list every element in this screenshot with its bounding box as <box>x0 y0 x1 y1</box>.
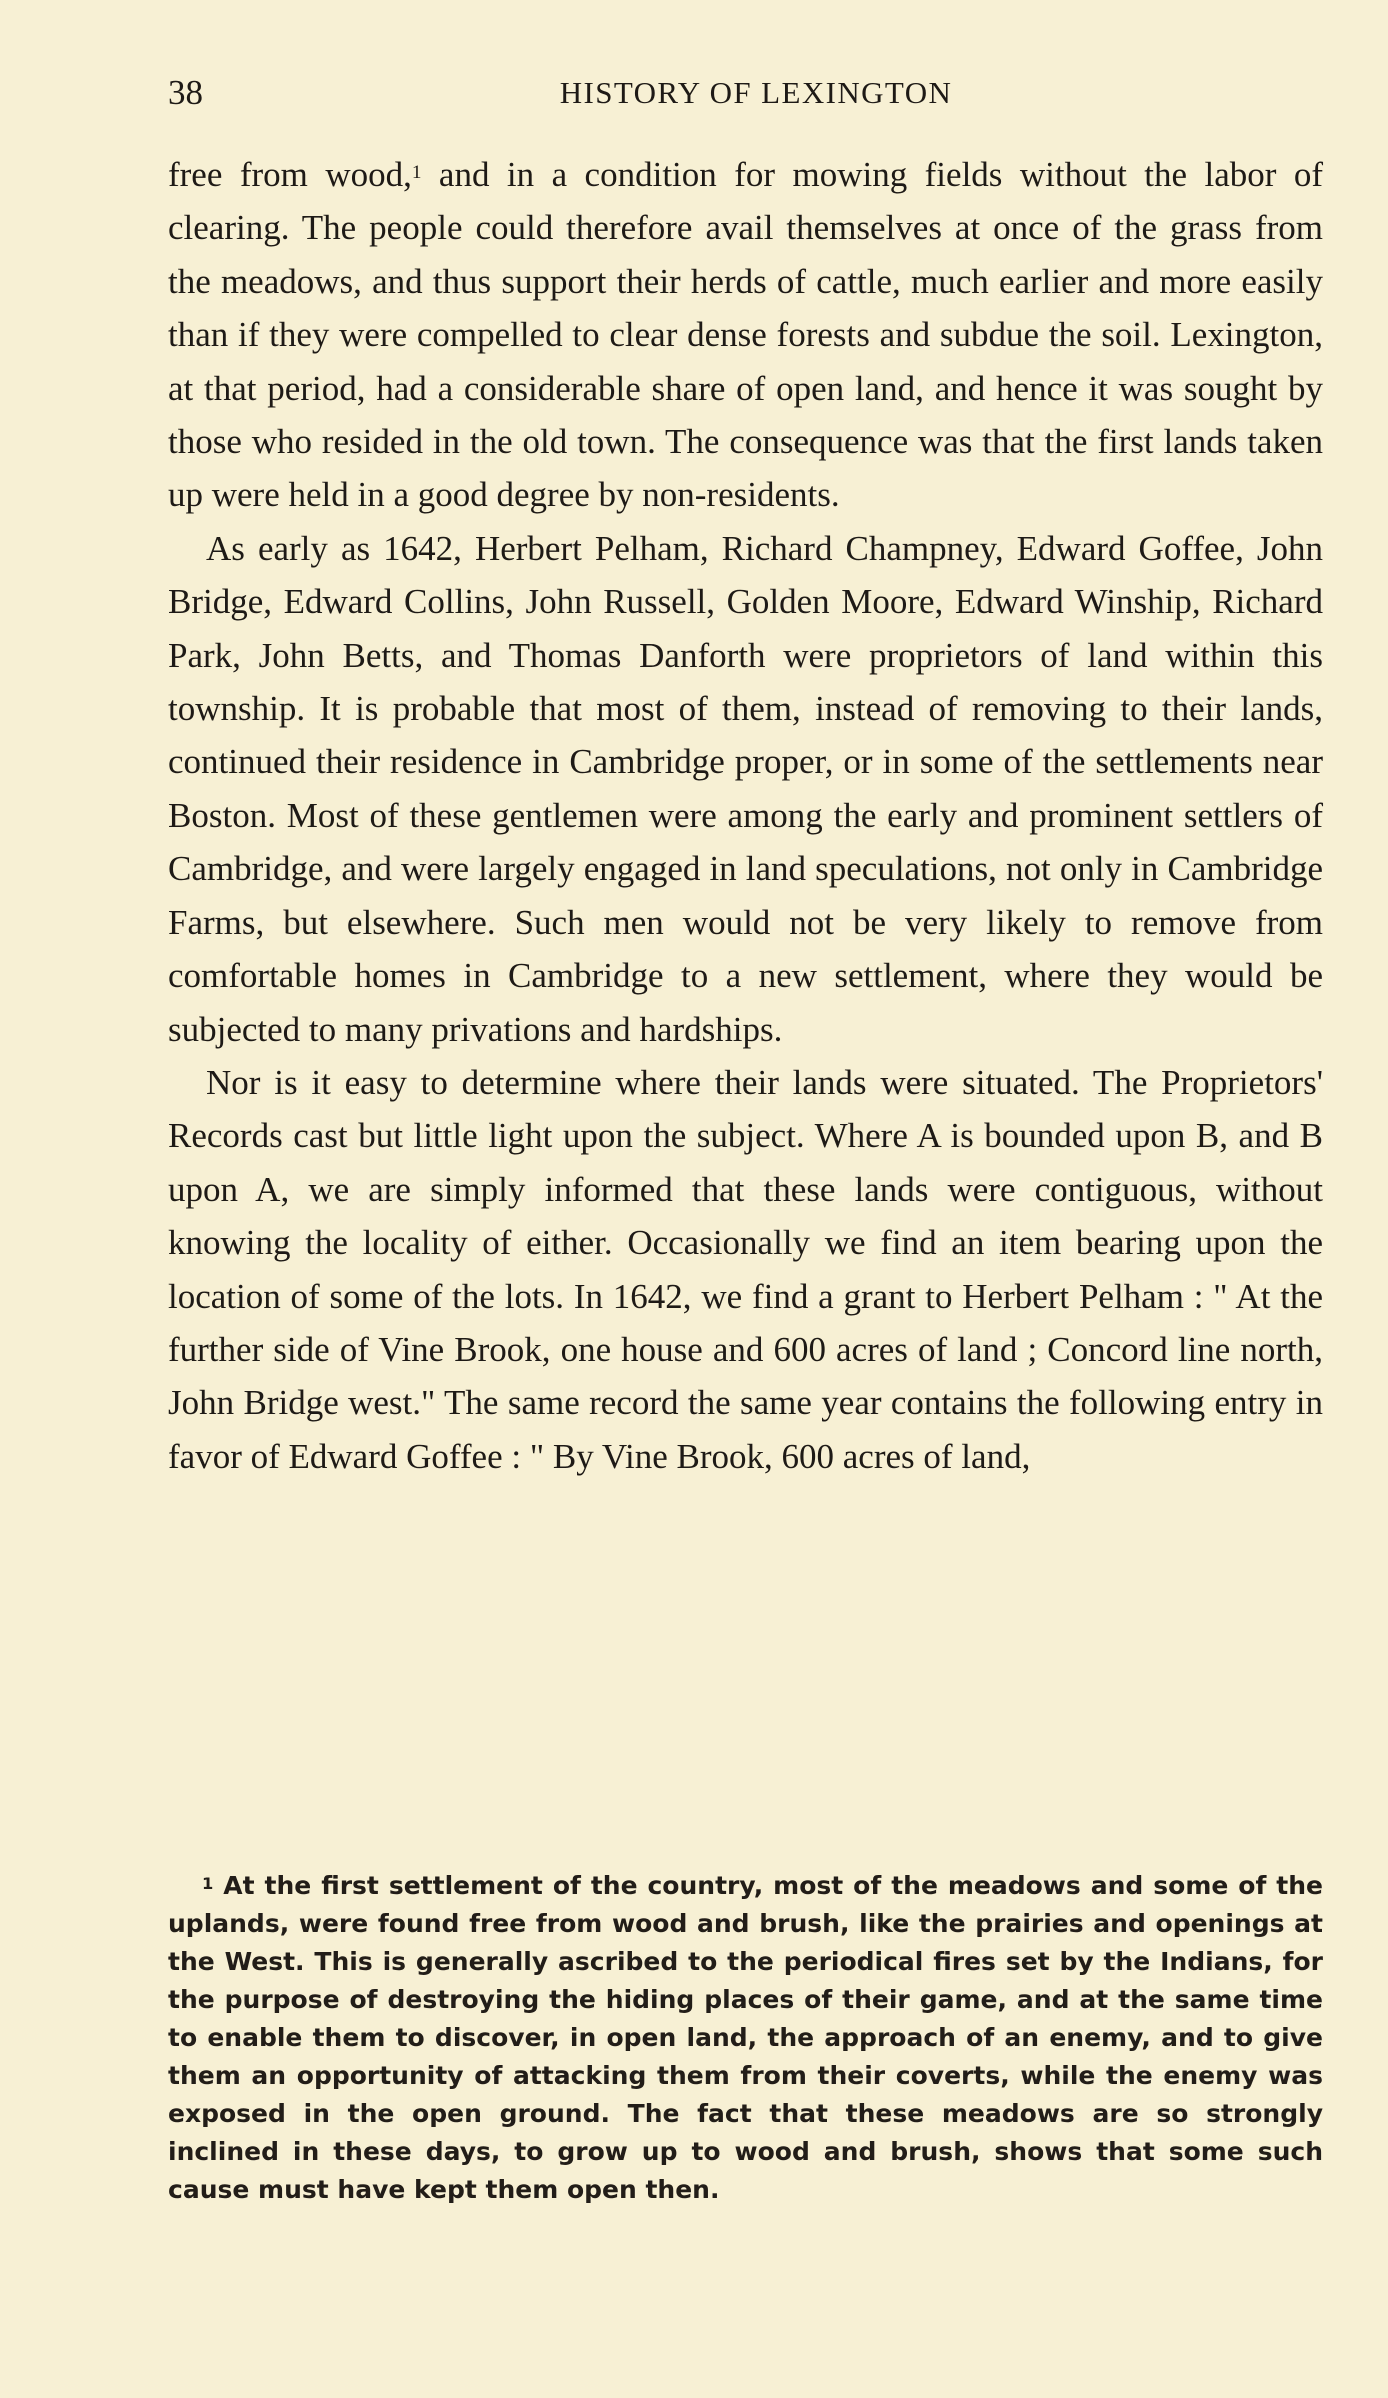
footnote-1-text: At the first settlement of the country, most of the meadows and some of the uplands, were found free from wood and brush, like the prairies and openings at the West. This is generally ascribed to the periodical fires set by the Indians, for the purpose of destroying the hiding places of their game, and at the same time to enable them to discover, in open land, the approach of an enemy, and to give them an opportunity of attacking them from their coverts, while the enemy was exposed in the open ground. The fact that these meadows are so strongly inclined in these days, to grow up to wood and brush, shows that some such cause must have kept them open then. <box>168 1871 1323 2204</box>
page-number: 38 <box>168 73 203 112</box>
paragraph-1-text-b: and in a condition for mowing fields without the labor of clearing. The people could therefore avail themselves at once of the grass from the meadows, and thus support their herds of cattle, much earlier and more easily than if they were compelled to clear dense forests and subdue the soil. Lexington, at that period, had a considerable share of open land, and hence it was sought by those who resided in the old town. The consequence was that the first lands taken up were held in a good degree by non-residents. <box>168 155 1323 515</box>
footnote-1 <box>168 1867 1323 2209</box>
footnote-reference: 1 <box>411 162 422 184</box>
paragraph-1 <box>168 148 1323 522</box>
body-text <box>168 148 1323 1483</box>
paragraph-3: Nor is it easy to determine where their lands were situated. The Proprietors' Records cast but little light upon the subject. Where A is bounded upon B, and B upon A, we are simply informed that these lands were contiguous, without knowing the locality of either. Occasionally we find an item bearing upon the location of some of the lots. In 1642, we find a grant to Herbert Pelham : " At the further side of Vine Brook, one house and 600 acres of land ; Concord line north, John Bridge west." The same record the same year contains the following entry in favor of Edward Goffee : " By Vine Brook, 600 acres of land, <box>168 1062 1323 1476</box>
footnote-marker: 1 <box>202 1874 214 1894</box>
paragraph-2: As early as 1642, Herbert Pelham, Richard Champney, Edward Goffee, John Bridge, Edward Collins, John Russell, Golden Moore, Edward Winship, Richard Park, John Betts, and Thomas Danforth were proprietors of land within this township. It is probable that most of them, instead of removing to their lands, continued their residence in Cambridge proper, or in some of the settlements near Boston. Most of these gentlemen were among the early and prominent settlers of Cambridge, and were largely engaged in land speculations, not only in Cambridge Farms, but elsewhere. Such men would not be very likely to remove from comfortable homes in Cambridge to a new settlement, where they would be subjected to many privations and hardships. <box>168 528 1323 1049</box>
page-header <box>168 68 1323 118</box>
paragraph-1-text-a: free from wood, <box>168 155 412 194</box>
running-title: HISTORY OF LEXINGTON <box>559 75 953 110</box>
footnotes <box>168 1867 1323 2209</box>
